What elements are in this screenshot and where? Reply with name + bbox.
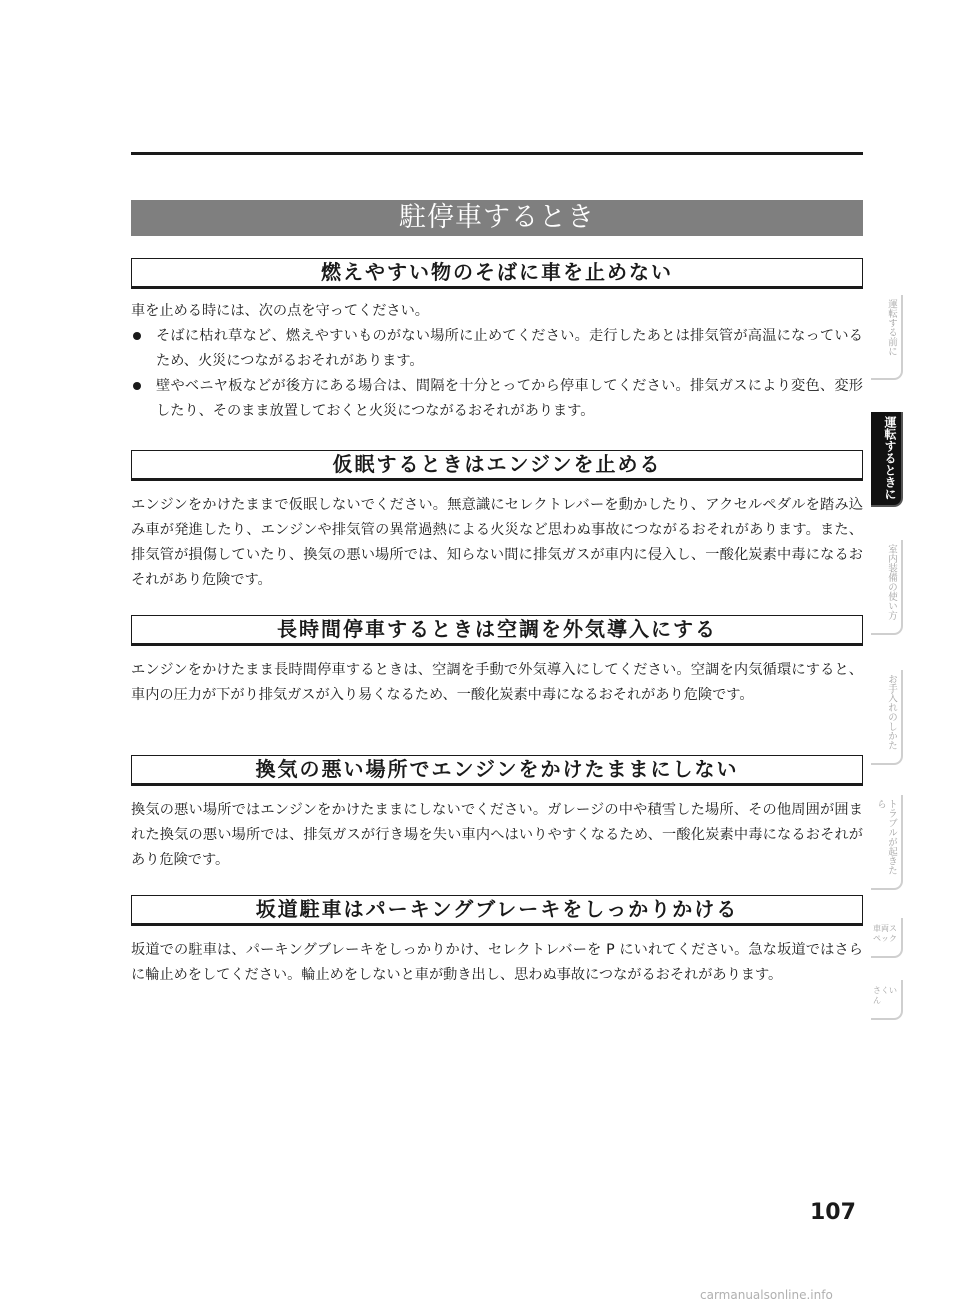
bullet-icon: [133, 332, 141, 340]
section-flammables: [131, 258, 863, 424]
section-title: 仮眠するときはエンジンを止める: [131, 450, 863, 481]
tab-before-driving[interactable]: 運転する前に: [871, 295, 903, 380]
section-long-stop: [131, 615, 863, 708]
section-body: 坂道での駐車は、パーキングブレーキをしっかりかけ、セレクトレバーを P にいれてください。急な坂道ではさらに輪止めをしてください。輪止めをしないと車が動き出し、思わぬ事故につながるおそれがあります。: [131, 942, 863, 983]
section-title: 換気の悪い場所でエンジンをかけたままにしない: [131, 755, 863, 786]
tab-maintenance[interactable]: お手入れのしかた: [871, 670, 903, 765]
list-item: そばに枯れ草など、燃えやすいものがない場所に止めてください。走行したあとは排気管が高温になっているため、火災につながるおそれがあります。: [131, 324, 863, 374]
tab-index[interactable]: さくいん: [871, 980, 903, 1020]
section-intro: 車を止める時には、次の点を守ってください。: [131, 303, 429, 319]
tab-interior-equipment[interactable]: 室内装備の使い方: [871, 540, 903, 635]
list-item: 壁やベニヤ板などが後方にある場合は、間隔を十分とってから停車してください。排気ガスにより変色、変形したり、そのまま放置しておくと火災につながるおそれがあります。: [131, 374, 863, 424]
section-body: エンジンをかけたままで仮眠しないでください。無意識にセレクトレバーを動かしたり、アクセルペダルを踏み込み車が発進したり、エンジンや排気管の異常過熱による火災など思わぬ事故につながるおそれがあります。また、排気管が損傷していたり、換気の悪い場所では、知らない間に排気ガスが車内に侵入し、一酸化炭素中毒になるおそれがあり危険です。: [131, 497, 863, 588]
tab-vehicle-specs[interactable]: 車両スペック: [871, 918, 903, 958]
top-rule: [131, 152, 863, 155]
page-number: 107: [810, 1200, 856, 1225]
watermark: carmanualsonline.info: [700, 1288, 833, 1302]
section-body: 換気の悪い場所ではエンジンをかけたままにしないでください。ガレージの中や積雪した場所、その他周囲が囲まれた換気の悪い場所では、排気ガスが行き場を失い車内へはいりやすくなるため、一酸化炭素中毒になるおそれがあり危険です。: [131, 802, 863, 868]
section-title: 燃えやすい物のそばに車を止めない: [131, 258, 863, 289]
section-title: 長時間停車するときは空調を外気導入にする: [131, 615, 863, 646]
chapter-title: 駐停車するとき: [131, 200, 863, 236]
bullet-list: [131, 324, 863, 424]
tab-while-driving[interactable]: 運転するときに: [871, 412, 903, 507]
section-napping: [131, 450, 863, 593]
section-title: 坂道駐車はパーキングブレーキをしっかりかける: [131, 895, 863, 926]
bullet-icon: [133, 382, 141, 390]
section-ventilation: [131, 755, 863, 873]
tab-troubleshooting[interactable]: トラブルが起きたら: [871, 795, 903, 890]
section-body: エンジンをかけたまま長時間停車するときは、空調を手動で外気導入にしてください。空調を内気循環にすると、車内の圧力が下がり排気ガスが入り易くなるため、一酸化炭素中毒になるおそれがあり危険です。: [131, 662, 863, 703]
section-slope-parking: [131, 895, 863, 988]
